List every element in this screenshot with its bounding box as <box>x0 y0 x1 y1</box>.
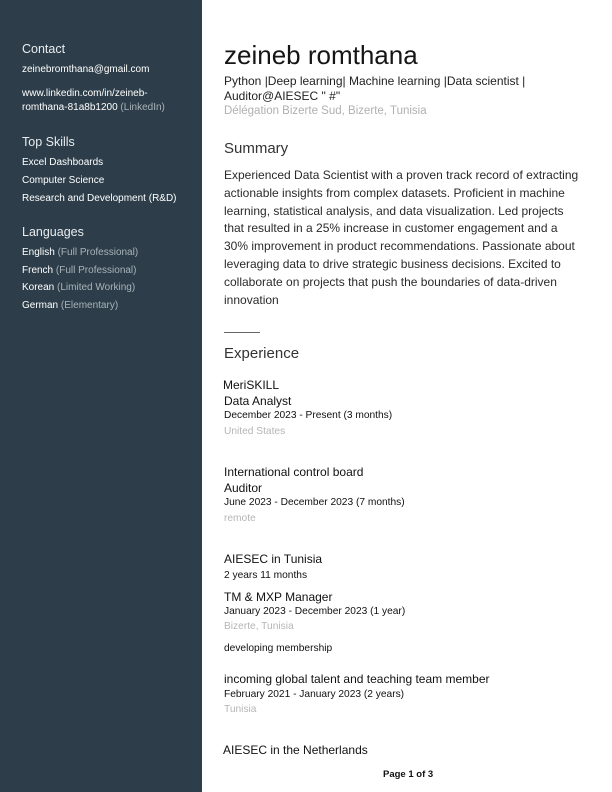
job-company: MeriSKILL <box>223 378 280 392</box>
summary-text: Experienced Data Scientist with a proven track record of extracting actionable insights from complex datasets. Proficient in machine learning, statistical analysis, and data visualization. Led projects that resulted in a 25% increase in customer engagement and a 30% improvement in product recommendations. Passionate about leveraging data to drive strategic business decisions. Excited to collaborate on projects that push the boundaries of data-driven innovation <box>224 168 579 307</box>
summary-heading: Summary <box>224 140 289 157</box>
job-role: TM & MXP Manager <box>224 590 333 604</box>
page-number: Page 1 of 3 <box>383 769 434 780</box>
profile-location: Délégation Bizerte Sud, Bizerte, Tunisia <box>224 105 427 117</box>
job-description: developing membership <box>224 643 333 654</box>
job-dates: December 2023 - Present (3 months) <box>224 410 393 421</box>
profile-name: zeineb romthana <box>224 40 418 70</box>
main-content <box>224 0 594 792</box>
job-dates: January 2023 - December 2023 (1 year) <box>224 606 406 617</box>
email-link[interactable]: zeinebromthana@gmail.com <box>22 64 150 75</box>
language-level: (Full Professional) <box>55 265 137 276</box>
job-role: Auditor <box>224 481 263 495</box>
company-duration: 2 years 11 months <box>224 570 308 581</box>
skill-item: Excel Dashboards <box>22 157 104 168</box>
sidebar <box>0 0 202 792</box>
job-role: Data Analyst <box>224 394 292 408</box>
job-company: AIESEC in the Netherlands <box>223 743 368 757</box>
language-item <box>22 247 138 258</box>
job-location: Bizerte, Tunisia <box>224 621 294 632</box>
language-name: German <box>22 300 59 311</box>
job-dates: February 2021 - January 2023 (2 years) <box>224 689 405 700</box>
language-level: (Full Professional) <box>57 247 139 258</box>
section-divider <box>224 332 260 333</box>
linkedin-link-line1[interactable]: www.linkedin.com/in/zeineb- <box>22 88 148 99</box>
job-location: remote <box>224 513 256 524</box>
linkedin-handle[interactable]: romthana-81a8b1200 <box>22 102 118 113</box>
job-location: United States <box>224 426 286 437</box>
skill-item: Computer Science <box>22 175 105 186</box>
skill-item: Research and Development (R&D) <box>22 193 177 204</box>
job-company: International control board <box>224 465 364 479</box>
contact-heading: Contact <box>22 42 66 56</box>
job-role: incoming global talent and teaching team member <box>224 672 490 686</box>
experience-heading: Experience <box>224 345 300 362</box>
language-name: Korean <box>22 282 55 293</box>
language-name: English <box>22 247 55 258</box>
language-item <box>22 300 118 311</box>
linkedin-link-line2[interactable] <box>22 102 165 113</box>
job-location: Tunisia <box>224 704 257 715</box>
languages-heading: Languages <box>22 225 84 239</box>
language-level: (Limited Working) <box>57 282 136 293</box>
language-name: French <box>22 265 54 276</box>
job-dates: June 2023 - December 2023 (7 months) <box>224 497 405 508</box>
language-level: (Elementary) <box>60 300 119 311</box>
language-item <box>22 282 135 293</box>
job-company: AIESEC in Tunisia <box>224 552 323 566</box>
language-item <box>22 265 137 276</box>
skills-heading: Top Skills <box>22 135 75 149</box>
profile-headline: Python |Deep learning| Machine learning |Data scientist | Auditor@AIESEC " #" <box>224 74 526 103</box>
linkedin-label: (LinkedIn) <box>120 102 165 113</box>
